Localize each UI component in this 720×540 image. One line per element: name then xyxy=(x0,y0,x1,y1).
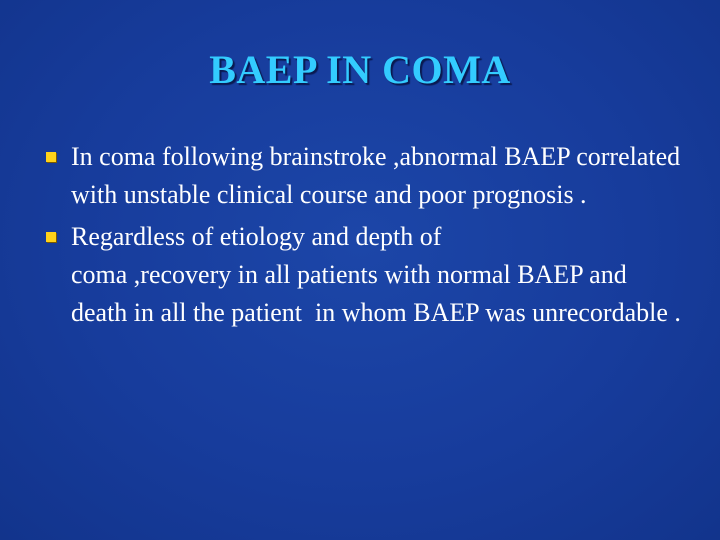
square-bullet-icon xyxy=(46,232,56,242)
bullet-item xyxy=(44,218,684,332)
bullet-list xyxy=(44,138,687,336)
slide-title: BAEP IN COMA xyxy=(209,47,511,92)
bullet-item xyxy=(44,138,687,214)
bullet-text: Regardless of etiology and depth of coma ,recovery in all patients with normal BAEP and death in all the patient in whom BAEP was unrecordable . xyxy=(71,222,681,327)
square-bullet-icon xyxy=(46,152,56,162)
bullet-text: In coma following brainstroke ,abnormal BAEP correlated with unstable clinical course and poor prognosis . xyxy=(71,142,687,209)
